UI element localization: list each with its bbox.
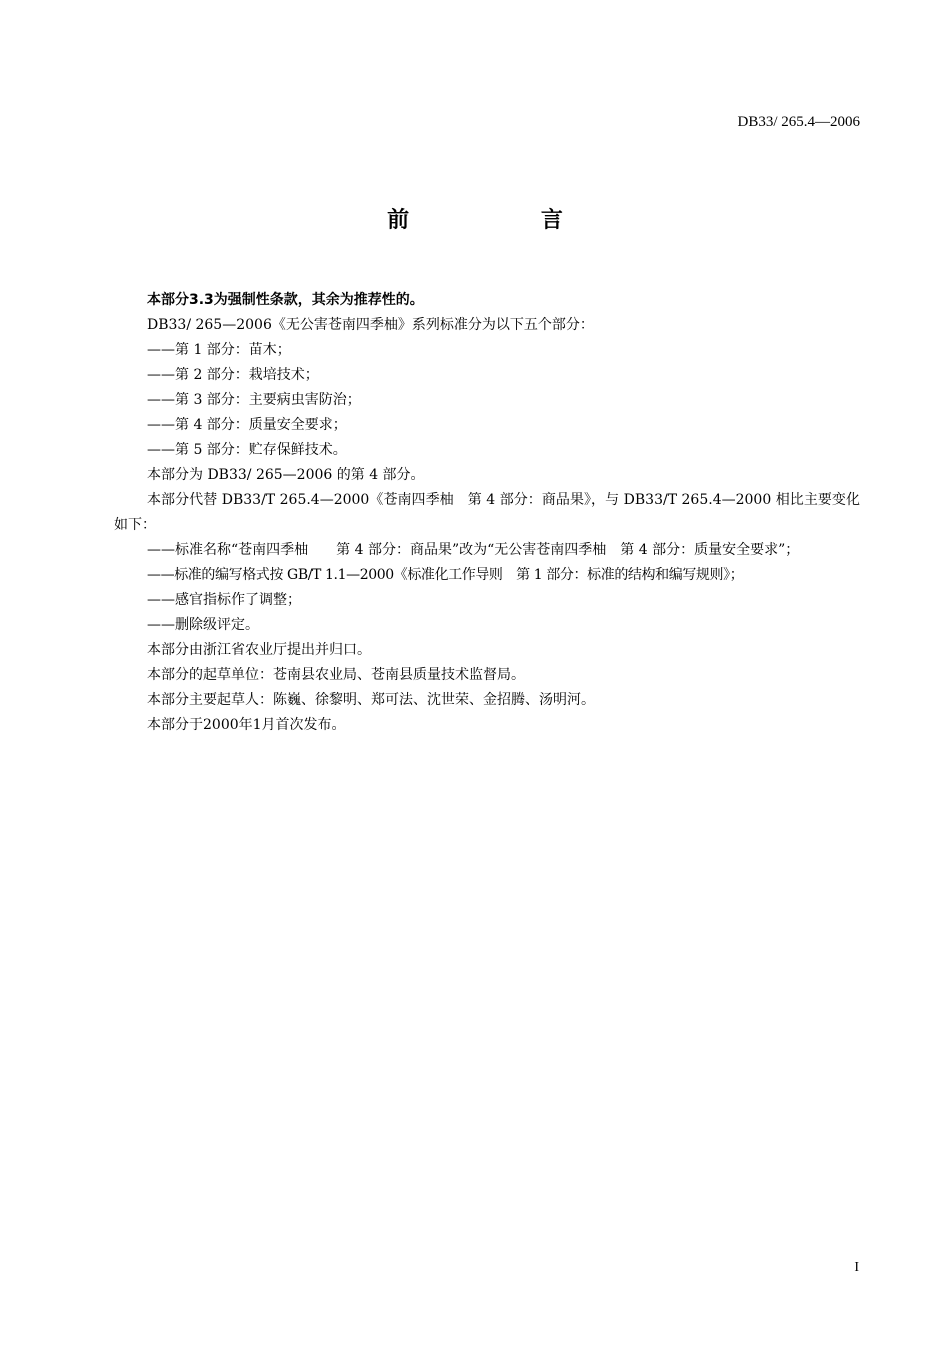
part-statement-paragraph: 本部分为 DB33/ 265—2006 的第 4 部分。	[147, 467, 425, 483]
page-number: I	[854, 1260, 859, 1275]
change-item: ——删除级评定。	[147, 617, 259, 633]
change-item: ——感官指标作了调整；	[147, 592, 301, 608]
change-item: ——标准名称“苍南四季柚 第 4 部分：商品果”改为“无公害苍南四季柚 第 4 部分：质量安全要求”；	[147, 542, 800, 558]
first-release-paragraph: 本部分于2000年1月首次发布。	[147, 717, 346, 733]
drafting-units-paragraph: 本部分的起草单位：苍南县农业局、苍南县质量技术监督局。	[147, 667, 525, 683]
proposer-paragraph: 本部分由浙江省农业厅提出并归口。	[147, 642, 371, 658]
mandatory-clause-statement: 本部分3.3为强制性条款，其余为推荐性的。	[147, 292, 424, 308]
list-item: ——第 4 部分：质量安全要求；	[147, 417, 347, 433]
replacement-paragraph: 本部分代替 DB33/T 265.4—2000《苍南四季柚 第 4 部分：商品果》，与 DB33/T 265.4—2000 相比主要变化如下：	[114, 492, 860, 533]
list-item: ——第 1 部分：苗木；	[147, 342, 291, 358]
series-intro-paragraph: DB33/ 265—2006《无公害苍南四季柚》系列标准分为以下五个部分：	[147, 317, 594, 333]
list-item: ——第 5 部分：贮存保鲜技术。	[147, 442, 347, 458]
list-item: ——第 3 部分：主要病虫害防治；	[147, 392, 361, 408]
page-title: 前 言	[387, 208, 625, 233]
drafters-paragraph: 本部分主要起草人：陈巍、徐黎明、郑可法、沈世荣、金招腾、汤明河。	[147, 692, 595, 708]
foreword-body	[114, 288, 860, 738]
list-item: ——第 2 部分：栽培技术；	[147, 367, 319, 383]
change-item: ——标准的编写格式按 GB/T 1.1—2000《标准化工作导则 第 1 部分：标准的结构和编写规则》；	[147, 567, 744, 583]
standard-code: DB33/ 265.4—2006	[737, 114, 860, 130]
